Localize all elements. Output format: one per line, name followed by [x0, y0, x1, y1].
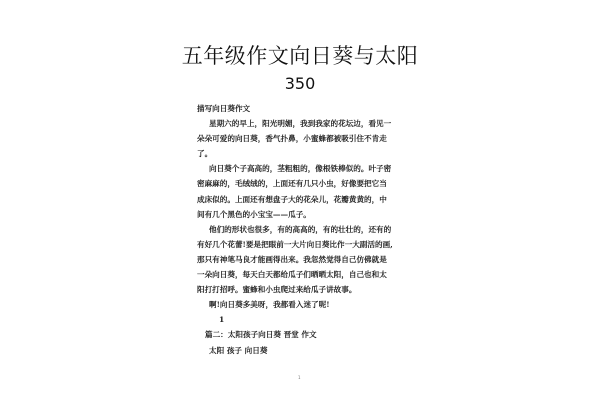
keywords-line: 太阳 孩子 向日葵: [209, 345, 268, 355]
body-line: 间有几个黑色的小宝宝——瓜子。: [197, 209, 311, 219]
body-line: 那只有神笔马良才能画得出来。我忽然觉得自己仿佛就是: [197, 254, 387, 264]
document-title: 五年级作文向日葵与太阳: [181, 44, 419, 68]
body-line: 有好几个花蕾!要是把眼前一大片向日葵比作一大副活的画,: [197, 239, 393, 249]
footer-page-mark: 1: [298, 375, 301, 380]
body-line: 成床似的。上面还有想盘子大的花朵儿，花瓣黄黄的，中: [197, 194, 387, 204]
document-subtitle: 350: [284, 74, 316, 93]
body-line: 朵朵可爱的向日葵，香气扑鼻，小蜜蜂都被吸引住不肯走: [197, 134, 387, 144]
document-body: [197, 101, 415, 358]
section-heading: 篇二：太阳孩子向日葵 晋堂 作文: [205, 330, 317, 340]
body-line: 密麻麻的，毛绒绒的，上面还有几只小虫，好像要把它当: [197, 179, 387, 189]
body-line: 啊!向日葵多美呀，我都看入迷了呢!: [209, 300, 330, 310]
body-line-heading: 描写向日葵作文: [197, 104, 251, 113]
body-line: 他们的形状也很多，有的高高的，有的壮壮的，还有的: [209, 224, 392, 234]
body-line: 阳打打招呼。蜜蜂和小虫爬过来给瓜子讲故事。: [197, 285, 357, 295]
body-line: 向日葵个子高高的，茎粗粗的，像根铁棒似的。叶子密: [209, 164, 392, 174]
body-line: 星期六的早上，阳光明媚，我到我家的花坛边，看见一: [209, 119, 392, 129]
page-number: 1: [219, 315, 225, 325]
body-line: 一朵向日葵，每天白天都给瓜子们晒晒太阳，自己也和太: [197, 270, 387, 280]
body-line: 了。: [197, 149, 213, 159]
